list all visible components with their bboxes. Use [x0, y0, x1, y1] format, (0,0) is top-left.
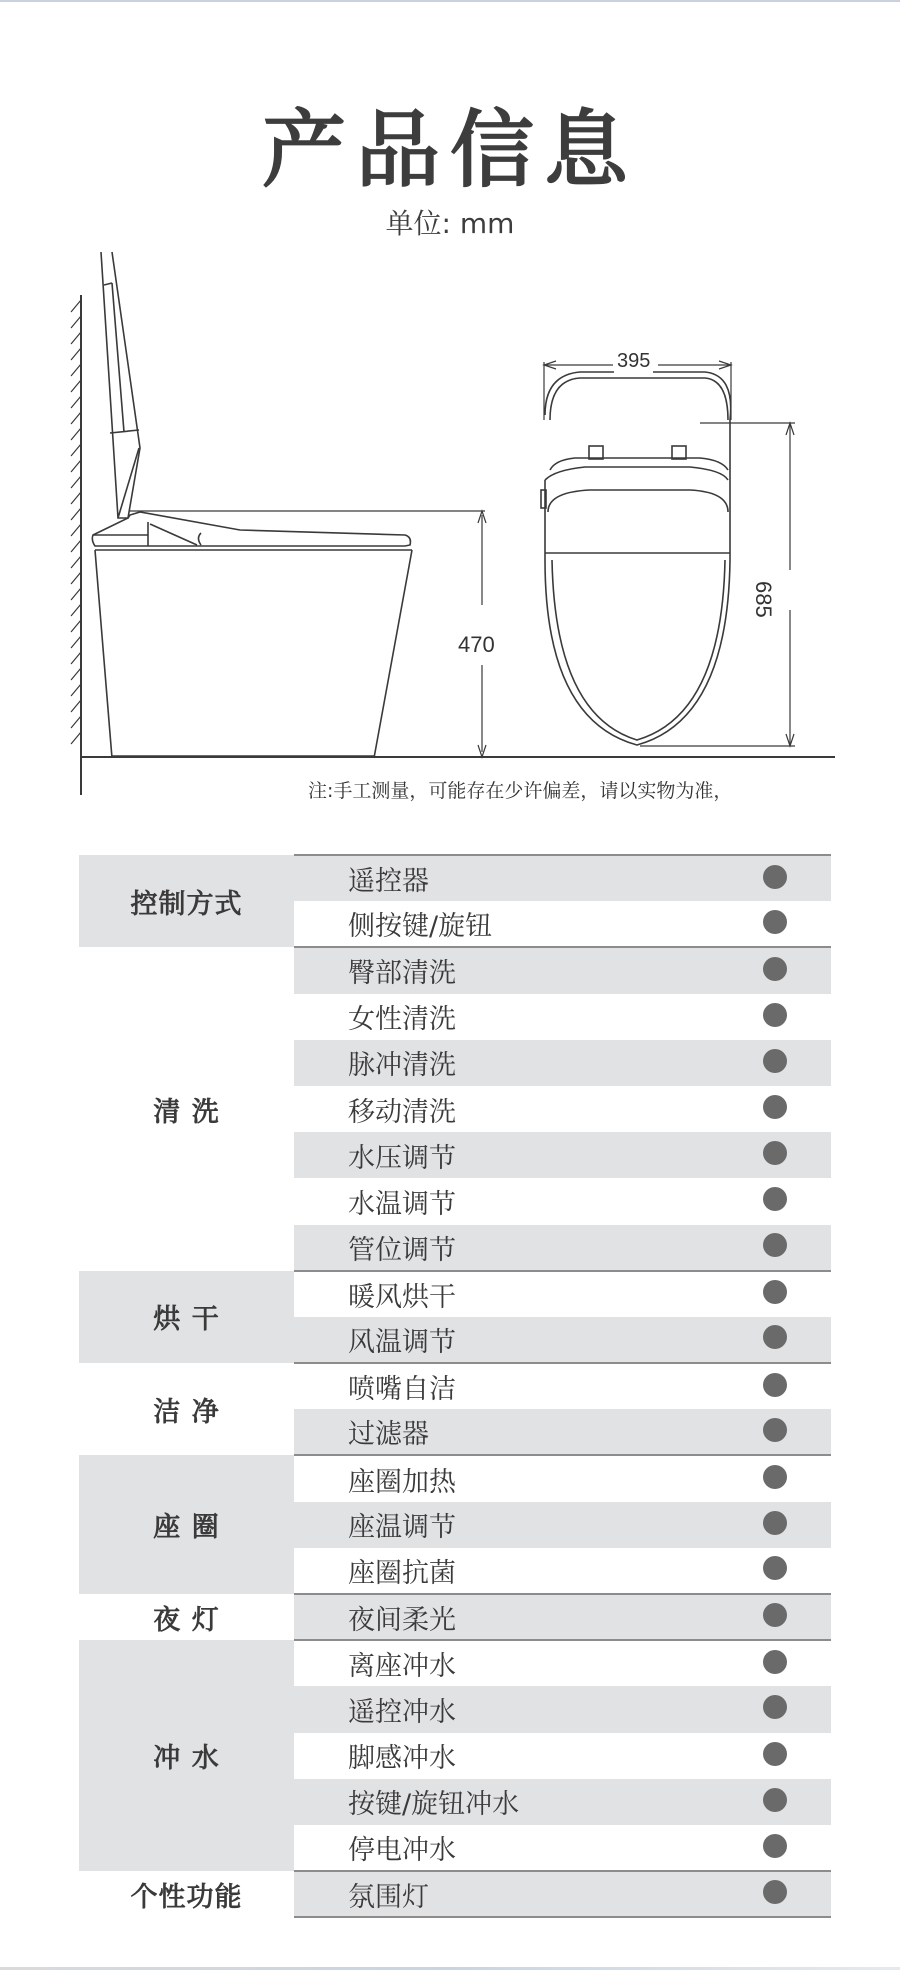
- category-cell: 清 洗: [79, 947, 294, 1270]
- page-title: 产品信息: [261, 101, 638, 199]
- feature-label: 夜间柔光: [294, 1594, 563, 1640]
- feature-label: 氛围灯: [294, 1871, 563, 1917]
- supported-dot-icon: [763, 1373, 787, 1397]
- seat-height-dimension: 470: [458, 632, 495, 657]
- feature-label: 过滤器: [294, 1409, 563, 1455]
- category-cell: 洁 净: [79, 1363, 294, 1455]
- category-cell: 烘 干: [79, 1271, 294, 1363]
- supported-dot-icon: [763, 1049, 787, 1073]
- dimension-drawing: [0, 240, 900, 800]
- table-row: [79, 1363, 831, 1409]
- supported-dot-icon: [763, 1788, 787, 1812]
- supported-dot-icon: [763, 1556, 787, 1580]
- table-row: [79, 1640, 831, 1686]
- table-row: [79, 855, 831, 901]
- category-cell: 个性功能: [79, 1871, 294, 1917]
- feature-label: 座圈加热: [294, 1455, 563, 1501]
- supported-dot-icon: [763, 1603, 787, 1627]
- supported-dot-icon: [763, 1141, 787, 1165]
- feature-label: 管位调节: [294, 1225, 563, 1271]
- feature-label: 座温调节: [294, 1502, 563, 1548]
- feature-label: 遥控冲水: [294, 1686, 563, 1732]
- feature-label: 遥控器: [294, 855, 563, 901]
- top-border-strip: [0, 0, 900, 2]
- category-cell: 座 圈: [79, 1455, 294, 1594]
- feature-label: 风温调节: [294, 1317, 563, 1363]
- category-cell: 夜 灯: [79, 1594, 294, 1640]
- supported-dot-icon: [763, 865, 787, 889]
- width-dimension: 395: [614, 350, 653, 373]
- supported-dot-icon: [763, 1834, 787, 1858]
- supported-dot-icon: [763, 1003, 787, 1027]
- depth-dimension: 685: [750, 578, 776, 621]
- feature-label: 喷嘴自洁: [294, 1363, 563, 1409]
- wall-hatching-icon: [71, 300, 81, 744]
- feature-label: 暖风烘干: [294, 1271, 563, 1317]
- supported-dot-icon: [763, 1650, 787, 1674]
- spec-table: [79, 854, 831, 1918]
- feature-label: 脉冲清洗: [294, 1040, 563, 1086]
- feature-label: 水压调节: [294, 1132, 563, 1178]
- table-row: [79, 1871, 831, 1917]
- feature-label: 侧按键/旋钮: [294, 901, 563, 947]
- feature-label: 移动清洗: [294, 1086, 563, 1132]
- table-row: [79, 1271, 831, 1317]
- table-row: [79, 1594, 831, 1640]
- supported-dot-icon: [763, 1325, 787, 1349]
- supported-dot-icon: [763, 1187, 787, 1211]
- supported-dot-icon: [763, 1880, 787, 1904]
- table-row: [79, 1455, 831, 1501]
- feature-label: 水温调节: [294, 1178, 563, 1224]
- supported-dot-icon: [763, 1742, 787, 1766]
- supported-dot-icon: [763, 1695, 787, 1719]
- category-cell: 控制方式: [79, 855, 294, 947]
- measurement-note: 注:手工测量，可能存在少许偏差，请以实物为准，: [308, 780, 733, 802]
- feature-label: 座圈抗菌: [294, 1548, 563, 1594]
- supported-dot-icon: [763, 1418, 787, 1442]
- feature-label: 女性清洗: [294, 994, 563, 1040]
- feature-label: 臀部清洗: [294, 947, 563, 993]
- feature-label: 停电冲水: [294, 1825, 563, 1871]
- feature-label: 按键/旋钮冲水: [294, 1779, 563, 1825]
- feature-label: 脚感冲水: [294, 1733, 563, 1779]
- unit-label: 单位: mm: [385, 207, 515, 240]
- supported-dot-icon: [763, 957, 787, 981]
- toilet-dimension-diagram: [0, 240, 900, 800]
- supported-dot-icon: [763, 1233, 787, 1257]
- supported-dot-icon: [763, 1095, 787, 1119]
- category-cell: 冲 水: [79, 1640, 294, 1871]
- supported-dot-icon: [763, 1280, 787, 1304]
- supported-dot-icon: [763, 1511, 787, 1535]
- supported-dot-icon: [763, 910, 787, 934]
- feature-label: 离座冲水: [294, 1640, 563, 1686]
- supported-dot-icon: [763, 1465, 787, 1489]
- table-row: [79, 947, 831, 993]
